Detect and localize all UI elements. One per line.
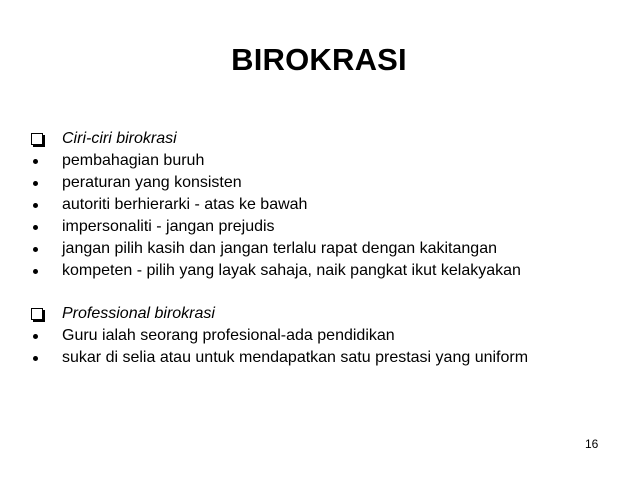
section-ciri-ciri-birokrasi <box>30 128 620 282</box>
section-heading-text: Professional birokrasi <box>62 305 215 322</box>
section-heading <box>30 303 620 325</box>
bullet-icon <box>33 269 38 274</box>
checkbox-icon <box>31 308 43 320</box>
bullet-text: peraturan yang konsisten <box>62 174 242 191</box>
bullet-text: impersonaliti - jangan prejudis <box>62 218 275 235</box>
bullet-item <box>30 238 620 260</box>
section-professional-birokrasi <box>30 303 620 369</box>
bullet-item <box>30 216 620 238</box>
section-heading <box>30 128 620 150</box>
page-number: 16 <box>585 437 599 451</box>
section-heading-text: Ciri-ciri birokrasi <box>62 130 177 147</box>
bullet-icon <box>33 159 38 164</box>
bullet-icon <box>33 225 38 230</box>
bullet-icon <box>33 203 38 208</box>
bullet-icon <box>33 356 38 361</box>
bullet-icon <box>33 334 38 339</box>
bullet-text: Guru ialah seorang profesional-ada pendidikan <box>62 327 395 344</box>
bullet-item <box>30 325 620 347</box>
bullet-icon <box>33 247 38 252</box>
bullet-item <box>30 260 620 282</box>
bullet-icon <box>33 181 38 186</box>
bullet-item <box>30 150 620 172</box>
bullet-text: autoriti berhierarki - atas ke bawah <box>62 196 308 213</box>
bullet-text: sukar di selia atau untuk mendapatkan satu prestasi yang uniform <box>62 349 529 366</box>
bullet-text: pembahagian buruh <box>62 152 205 169</box>
slide-title: BIROKRASI <box>231 42 407 77</box>
bullet-item <box>30 194 620 216</box>
bullet-text: kompeten - pilih yang layak sahaja, naik pangkat ikut kelakyakan <box>62 262 521 279</box>
bullet-text: jangan pilih kasih dan jangan terlalu rapat dengan kakitangan <box>62 240 497 257</box>
bullet-item <box>30 347 620 369</box>
checkbox-icon <box>31 133 43 145</box>
bullet-item <box>30 172 620 194</box>
